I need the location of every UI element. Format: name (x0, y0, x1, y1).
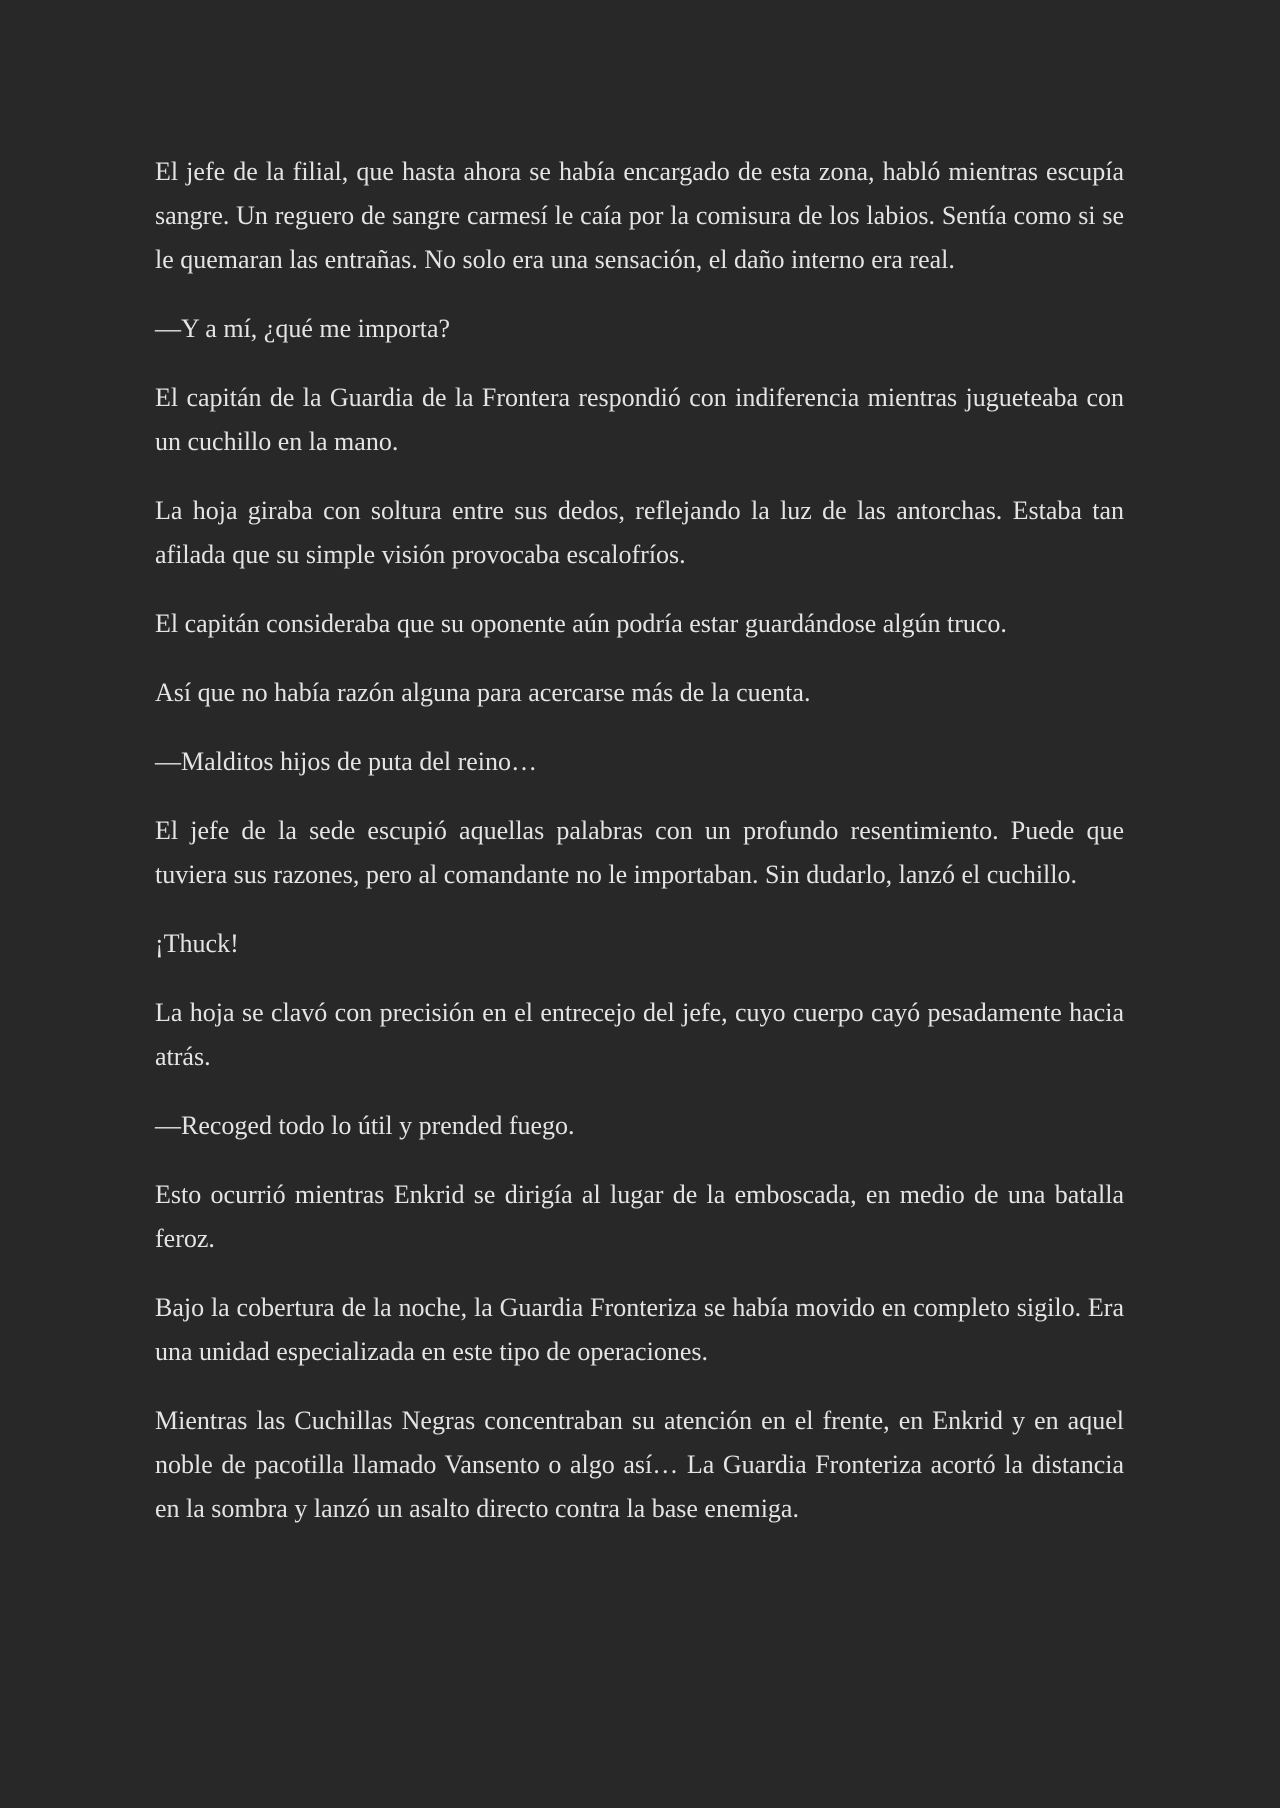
paragraph: El capitán consideraba que su oponente aún podría estar guardándose algún truco. (155, 609, 1007, 638)
dialogue-line: —Recoged todo lo útil y prended fuego. (155, 1111, 575, 1140)
paragraph: Bajo la cobertura de la noche, la Guardia Fronteriza se había movido en completo sigilo. Era una unidad especializada en este tipo de operaciones. (155, 1293, 1124, 1366)
paragraph: La hoja se clavó con precisión en el entrecejo del jefe, cuyo cuerpo cayó pesadamente hacia atrás. (155, 998, 1124, 1071)
dialogue-line: —Malditos hijos de puta del reino… (155, 747, 538, 776)
paragraph: El jefe de la filial, que hasta ahora se había encargado de esta zona, habló mientras escupía sangre. Un reguero de sangre carmesí le caía por la comisura de los labios. Sentía como si se le quemaran las entrañas. No solo era una sensación, el daño interno era real. (155, 157, 1124, 274)
sound-effect-line: ¡Thuck! (155, 929, 239, 958)
paragraph: Esto ocurrió mientras Enkrid se dirigía al lugar de la emboscada, en medio de una batalla feroz. (155, 1180, 1124, 1253)
paragraph: Mientras las Cuchillas Negras concentraban su atención en el frente, en Enkrid y en aquel noble de pacotilla llamado Vansento o algo así… La Guardia Fronteriza acortó la distancia en la sombra y lanzó un asalto directo contra la base enemiga. (155, 1406, 1124, 1523)
paragraph: El jefe de la sede escupió aquellas palabras con un profundo resentimiento. Puede que tuviera sus razones, pero al comandante no le importaban. Sin dudarlo, lanzó el cuchillo. (155, 816, 1124, 889)
paragraph: Así que no había razón alguna para acercarse más de la cuenta. (155, 678, 811, 707)
reader-page (155, 150, 1124, 1556)
paragraph: El capitán de la Guardia de la Frontera respondió con indiferencia mientras jugueteaba con un cuchillo en la mano. (155, 383, 1124, 456)
paragraph: La hoja giraba con soltura entre sus dedos, reflejando la luz de las antorchas. Estaba tan afilada que su simple visión provocaba escalofríos. (155, 496, 1124, 569)
dialogue-line: —Y a mí, ¿qué me importa? (155, 314, 451, 343)
